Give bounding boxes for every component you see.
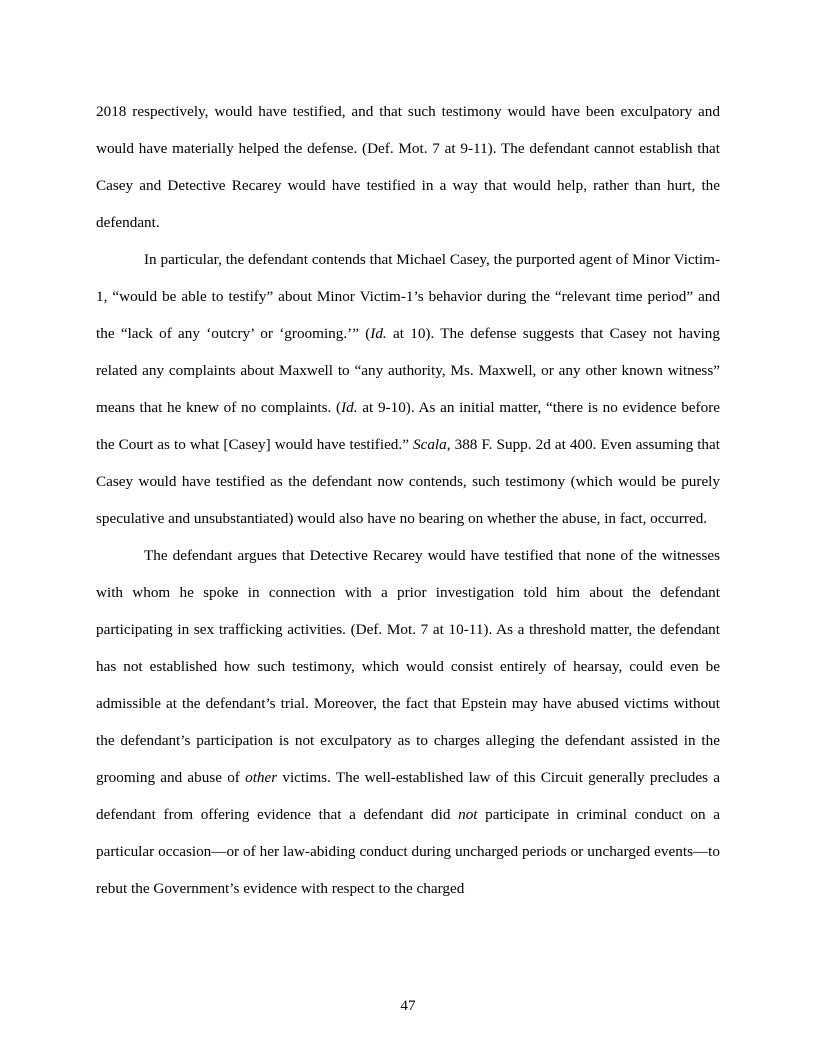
paragraph-2-text: In particular, the defendant contends that Michael Casey, the purported agent of Minor Victim-1, “would be able to testify” about Minor Victim-1’s behavior during the “relevant time period” and the “lack of any ‘outcry’ or ‘grooming.’” ( bbox=[96, 251, 720, 342]
body-text bbox=[96, 93, 720, 907]
citation-id: Id. bbox=[341, 399, 358, 416]
emphasis-other: other bbox=[245, 769, 278, 786]
paragraph-2-text: at 9-10). As an initial matter, “there is no evidence before the Court as to what [Casey] would have testified.” bbox=[96, 399, 720, 453]
paragraph-3-text: participate in criminal conduct on a particular occasion—or of her law-abiding conduct during uncharged periods or uncharged events—to rebut the Government’s evidence with respect to the charged bbox=[96, 806, 720, 897]
citation-case-name: Scala bbox=[413, 436, 447, 453]
paragraph-1 bbox=[96, 93, 720, 241]
paragraph-3 bbox=[96, 537, 720, 907]
citation-id: Id. bbox=[370, 325, 387, 342]
page-number: 47 bbox=[400, 997, 416, 1014]
paragraph-2-text: at 10). The defense suggests that Casey not having related any complaints about Maxwell to “any authority, Ms. Maxwell, or any other known witness” means that he knew of no complaints. ( bbox=[96, 325, 720, 416]
paragraph-3-text: The defendant argues that Detective Recarey would have testified that none of the witnesses with whom he spoke in connection with a prior investigation told him about the defendant participating in sex trafficking activities. (Def. Mot. 7 at 10-11). As a threshold matter, the defendant has not established how such testimony, which would consist entirely of hearsay, could even be admissible at the defendant’s trial. Moreover, the fact that Epstein may have abused victims without the defendant’s participation is not exculpatory as to charges alleging the defendant assisted in the grooming and abuse of bbox=[96, 547, 720, 786]
paragraph-2 bbox=[96, 241, 720, 537]
paragraph-1-text: 2018 respectively, would have testified, and that such testimony would have been exculpatory and would have materially helped the defense. (Def. Mot. 7 at 9-11). The defendant cannot establish that Casey and Detective Recarey would have testified in a way that would help, rather than hurt, the defendant. bbox=[96, 103, 720, 231]
paragraph-3-text: victims. The well-established law of this Circuit generally precludes a defendant from offering evidence that a defendant did bbox=[96, 769, 720, 823]
emphasis-not: not bbox=[458, 806, 478, 823]
paragraph-2-text: , 388 F. Supp. 2d at 400. Even assuming that Casey would have testified as the defendant now contends, such testimony (which would be purely speculative and unsubstantiated) would also have no bearing on whether the abuse, in fact, occurred. bbox=[96, 436, 720, 527]
